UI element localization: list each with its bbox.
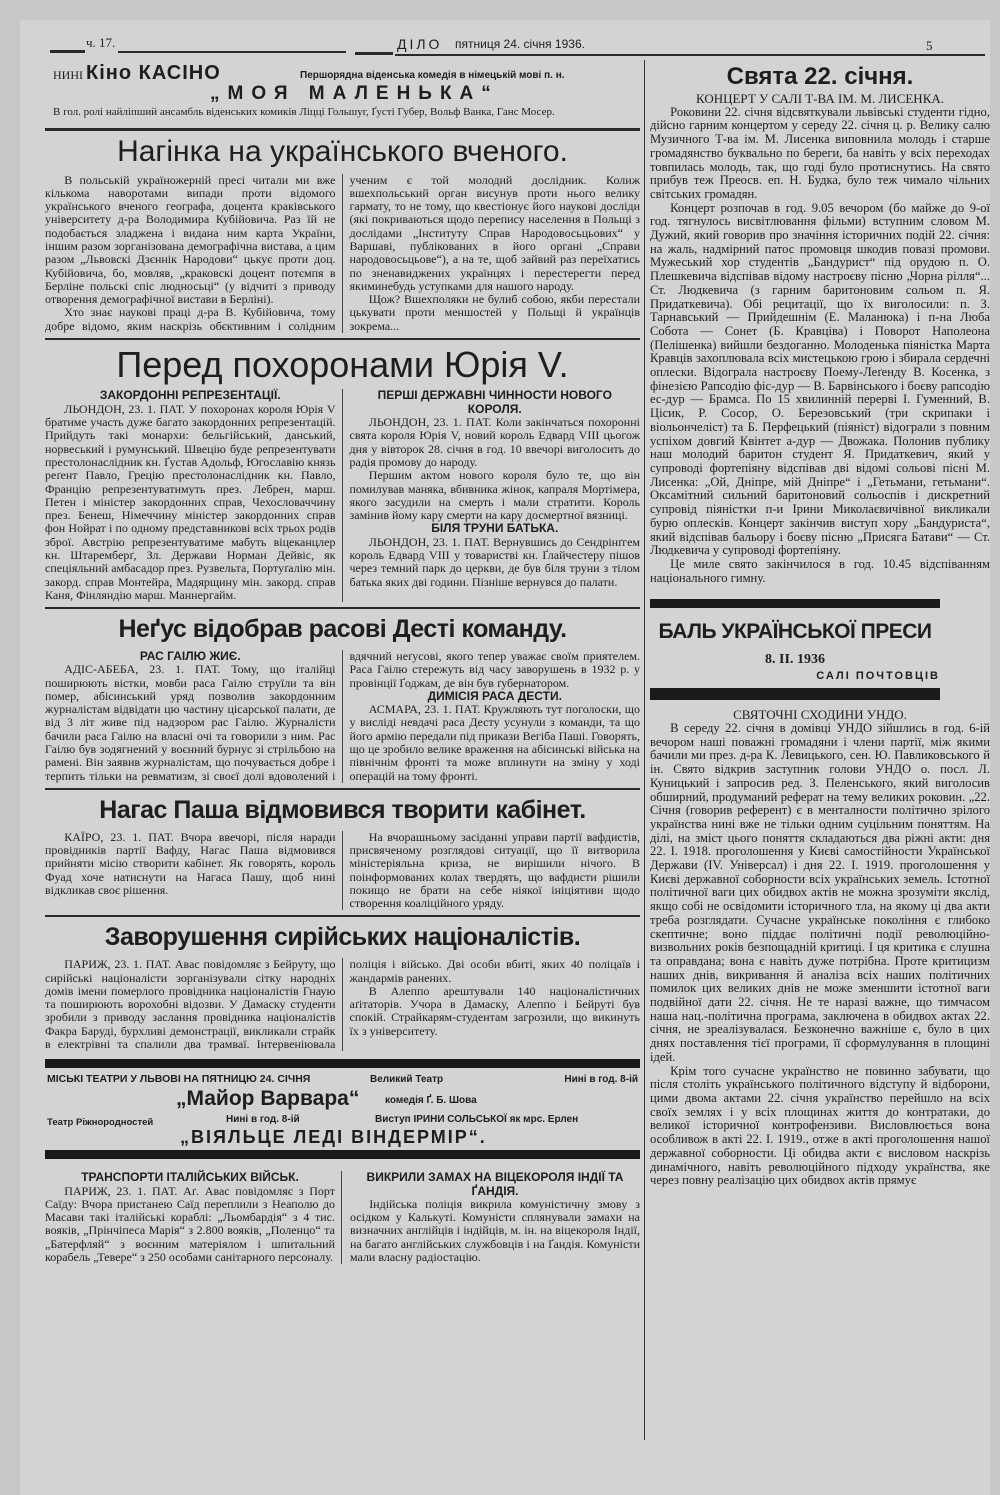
masthead: ДІЛО	[397, 36, 443, 52]
ad-border	[650, 599, 940, 608]
cinema-name: Кіно КАСІНО	[86, 62, 221, 84]
section-rule	[45, 338, 640, 340]
article-title: Нагас Паша відмовився творити кабінет.	[99, 795, 586, 824]
theatre-venue: Великий Театр	[370, 1074, 444, 1086]
left-column	[45, 60, 640, 1264]
right-column	[650, 62, 990, 1188]
ball-venue: САЛІ ПОЧТОВЦІВ	[816, 670, 940, 683]
subheading: БІЛЯ ТРУНИ БАТЬКА.	[431, 521, 559, 536]
paragraph: АСМАРА, 23. 1. ПАТ. Кружляють тут поголоски, що у висліді невдачі раса Десту усунули з команди, та що його армію передали під прикази Вегіба Паші. Говорять, що це зробило велике враження на абісинські війська на північнім фронті та може вплинути на зміну у ході операцій на тому фронті.	[349, 702, 640, 783]
header-rule	[395, 54, 985, 56]
theatre-time: Нині в год. 8-ій	[226, 1114, 300, 1126]
paragraph: Крім того сучасне українство не повинно забувати, що після століть українського політичного відступу й відборони, цими двома актами 22. січня українство перейшло на всіх своїх землях і у всіх площинах життя до контратаки, до великої історичної контрофензиви. Висловлюється вона особливож в акті 22. І. 1919., отже в акті проголошення нашої державної соборности. Ці обидва акти є висловом наскрізь динамічного, навіть революційного підходу українства, яке через повну реалізацію цих обидвох актів прямує	[650, 1063, 990, 1188]
section-rule	[45, 607, 640, 609]
ad-border	[45, 1059, 640, 1068]
play-title: „Майор Варвара“	[176, 1087, 360, 1111]
subheading: ДИМІСІЯ РАСА ДЕСТИ.	[427, 688, 562, 703]
paragraph: Концерт розпочав в год. 9.05 вечором (бо майже до 9-ої год. тягнулось висвітлювання фільми) вступним словом М. Дужий, який говорив про значіння історичних подій 22. січня: на жаль, надмірний патос промовця шкодив повазі промови. Мужеський хор студентів „Бандурист“ під орудою п. О. Плешкевича відспівав відому настроєву пісню „Чорна рілля“... Ст. Людкевича (з гарним баритоновим сольом п. Я. Придаткевича). Обі рецитації, що їх виголосили: п. З. Тарнавський — Прийдешнім (Е. Маланюка) і п-на Люба Собота — Сонет (Б. Кравціва) і Поворот Наполеона (Пелішенка) вийшли бездоганно. Молоденька піяністка Марта Кравців захоплювала всіх мистецькою грою і збирала сердечні оплески. Відограла настроєву Поему-Леґенду В. Косенка, з фінезією Рапсодію фіс-дур — В. Барвінського і боєву рапсодію ес-дур — Брамса. По 15 хвилинній перерві І. Гуменний, В. Цісик, Р. Сосор, О. Березовський (три скрипаки і віольончеліст) та Б. Перфецький (піяніст) відограли з повним успіхом довгий Квінтет а-дур — Двожака. Полонив публику наш молодий баритон студент Я. Придаткевич, який у супроводі фортепіяну відспівав дві відомі сольові пісні М. Лисенка: „Ой, Дніпре, мій Дніпре“ і „Гетьмани, гетьмани“. Оксамітний сильний баритоновий сольоспів і дискретний супровід піяністки п-и Ірини Миколаєвичівної викликали бурю оплесків. Концерт закінчив виступ хору „Бандуриста“, який відспівав бальору і боєву пісню „Присяга Батави“ — Ст. Людкевича у супроводі фортепіяну.	[650, 200, 990, 558]
ball-date: 8. II. 1936	[765, 652, 825, 668]
paragraph: ПАРИЖ, 23. 1. ПАТ. Авас повідомляє з Бейруту, що сирійські націоналісти зорганізували сітку народніх домів імени померлого провідника націоналістів Гнаую та поширюють ворохобні відозви. У Дамаску студенти зробили з приводу заслання провідника націоналістів Факра Баруді, бурхливі демонстрації, викликали страйк в електрівні та спалили два трамваї. Інтервеніювала поліція і військо. Дві особи вбиті, яких 40 поліцаїв і жандармів ранених.	[45, 957, 640, 1051]
cinema-tagline: Першорядна віденська комедія в німецькій мові п. н.	[300, 70, 565, 81]
paragraph: В польській україножерній пресі читали ми вже кількома наворотами випади проти відомого українського вченого географа, доцента краківського університету д-ра Володимира Кубійовича. Раз їй не подобається зладжена і видана ним карта України, іншим разом зорганізована демографічна вистава, а цим разом „Львовскі Дзєннік Народови“ цькує проти доц. Кубійовича, бо, мовляв, „краковскі доцент потємпя в Берліне польскі спіс людносьці“ (у відчиті з приводу отворення демографічної вистави в Берліні).	[45, 172, 336, 307]
ball-ad	[650, 608, 940, 688]
subheading: КОНЦЕРТ У САЛІ Т-ВА ІМ. М. ЛИСЕНКА.	[695, 91, 944, 106]
header-rule	[355, 52, 393, 55]
cinema-cast: В гол. ролі найліпший ансамбль віденських комиків Ліцці Гольшуг, Ґусті Губер, Вольф Ванка, Ганс Мосер.	[53, 106, 555, 118]
ad-border	[45, 1150, 640, 1159]
article-body	[650, 92, 990, 585]
article-title: Заворушення сирійських націоналістів.	[104, 923, 581, 952]
subheading: ЗАКОРДОННІ РЕПРЕЗЕНТАЦІЇ.	[99, 388, 281, 403]
ball-title: БАЛЬ УКРАЇНСЬКОЇ ПРЕСИ	[658, 620, 932, 644]
theatre-time: Нині в год. 8-ій	[564, 1074, 638, 1086]
article-title: Нагінка на українського вченого.	[117, 135, 568, 168]
paragraph: Індійська поліція викрила комуністичну змову з осідком у Калькуті. Комуністи сплянували замахи на визначних англійців і індійців, м. ін. на віцекороля Індії, на багато англійських службовців і на Ґандія. Комуністи мали власну радіостацію.	[350, 1196, 640, 1265]
film-title: „МОЯ МАЛЕНЬКА“	[210, 83, 499, 104]
ad-border	[650, 688, 940, 700]
paragraph: КАЇРО, 23. 1. ПАТ. Вчора ввечорі, після наради провідників партії Вафду, Нагас Паша відмовився прийняти місію створити кабінет. Як говорять, король Фуад хоче натиснути на Нагаса Пашу, щоб нині відкликав своє рішення.	[45, 829, 336, 897]
column-divider	[644, 60, 645, 1440]
section-rule	[45, 788, 640, 790]
paragraph: Першим актом нового короля було те, що він помилував маняка, вбивника жінок, капраля Мортімера, якого засудили на смерть і мали стратити. Король замінив йому кару смерти на кару досмертної вязниці.	[349, 468, 640, 523]
paragraph: Щож? Вшехполяки не булиб собою, якби перестали цькувати проти меншостей у Польщі й українців зокрема...	[349, 292, 640, 333]
issue-number: ч. 17.	[86, 35, 116, 50]
subheading: ПЕРШІ ДЕРЖАВНІ ЧИННОСТИ НОВОГО КОРОЛЯ.	[377, 388, 612, 416]
theatre-ad	[45, 1068, 640, 1150]
article-body	[45, 389, 640, 602]
bottom-news	[45, 1171, 640, 1264]
header-rule	[118, 51, 346, 53]
paragraph: АДІС-АБЕБА, 23. 1. ПАТ. Тому, що італійці поширюють вістки, мовби раса Гаілю струїли та він помер, абісинський уряд позволив закордонним журналістам відвідати цю частину цісарської палати, де від 3 літ живе під надзором рас Гаілю. Журналісти бачили раса Гаілю на власні очі та говорили з ним. Рас Гаілю був зодягнений у воєнний бурнус зі стрільбою на рамені. Він заявив журналістам, що почувається добре і терпить тільки на ревматизм, зі своєї долі вдоволений і вдячний неґусові, якого тепер уважає своїм приятелем. Раса Гаілю стережуть від часу заворушень в 1932 р. у провінції Ґоджам, де він був ґубернатором.	[45, 648, 640, 783]
section-rule	[45, 915, 640, 917]
paragraph: Хто знає наукові праці д-ра В. Кубійовича, тому добре відомо, яким наскрізь обєктивним і солідним ученим є той молодий дослідник. Колиж вшехпольський орган висунув проти нього велику гармату, то не тому, що квестіонує його наукові досліди (які покриваються щодо перепису населення в Польщі з дослідами „Інституту Справ Народовосьцьових“ у Варшаві, публікованих в його органі „Справи народовосьцьове“), а на те, щоб зайвий раз переїхатись по зненавиджених українцях і перестерегти перед якиминебудь уступками для нашого народу.	[45, 172, 640, 333]
paragraph: В Алеппо арештували 140 націоналістичних аґітаторів. Учора в Дамаску, Алеппо і Бейруті був спокій. Страйкарям-студентам загрозили, що викинуть їх з університету.	[349, 983, 640, 1038]
paragraph: В середу 22. січня в домівці УНДО зійшлись в год. 6-ій вечором наші поважні громадяни і члени партії, між якими бачили ми през. д-ра К. Левицького, сен. Ю. Павликовського й ін. Свято відкрив заступник голови УНДО о. посл. Л. Куницький і запросив ред. З. Пеленського, який виголосив обширний, продуманий реферат на тему великих роковин. „22. Січня (говорив референт) є в менталности політично зрілого українства нині вже не тільки одним суцільним поняттям. На ділі, на зміст цього поняття складаються два ріжні акти: дня 22. І. 1918. проголошення у Києві самостійности Української Держави (IV. Універсал) і дня 22. І. 1919. проголошення у Києві державної соборности всіх українських земель. Істотної політичної ваги цих обидвох актів не можна зрозуміти якслід, якщо собі не освідомити історичного тла, на якому ці два акти треба розглядати. Сучасне українське покоління є глибоко скептичне; воно піддає політичні події революційно-визвольних років безпощадній критиці. І ця критика є слушна та оправдана; вона є навіть дуже потрібна. Проте критицизм наших днів, викривання й аналіза всіх наших політичних помилок цих великих днів не може зменшити істотної ваги подвійної дати 22. січня. Не те наразі важне, що тимчасом наша нац.-політична програма, заключена в обидвох актах 22. січня, не зреалізувалася. Безконечно важніше є, було в цих днях поставлення тієї програми, її сформулування в площині ідей.	[650, 721, 990, 1064]
theatre-venue: Театр Ріжнородностей	[47, 1117, 154, 1129]
article-title: Перед похоронами Юрія V.	[116, 344, 569, 386]
article-title: Неґус відобрав расові Десті команду.	[118, 615, 567, 644]
theatre-heading: МІСЬКІ ТЕАТРИ У ЛЬВОВІ НА ПЯТНИЦЮ 24. СІЧНЯ	[47, 1073, 311, 1086]
article-body	[341, 1171, 640, 1264]
section-rule	[45, 128, 640, 131]
guest-performance: Виступ ІРИНИ СОЛЬСЬКОЇ як мрс. Ерлен	[375, 1114, 579, 1126]
paragraph: На вчорашньому засіданні управи партії вафдистів, присвяченому розглядові ситуації, що її витворила міністеріяльна криза, не вирішили нічого. В поінформованих колах твердять, що вафдисти рішили покищо не брати на себе ніякої ініціятиви щодо створення коаліційного уряду.	[349, 829, 640, 911]
article-body	[45, 1171, 335, 1264]
section-title: Свята 22. січня.	[726, 63, 914, 90]
header-rule	[50, 50, 85, 53]
paragraph: ЛЬОНДОН, 23. 1. ПАТ. У похоронах короля Юрія V братиме участь дуже багато закордонних репрезентацій. Прийдуть такі монархи: бельгійський, данський, норвеський і румунський. Швецію буде репрезентувати престолонаслідник кн. Ґустав Адольф, Югославію князь реґент Павло, Грецію престолонаслідник кн. Павло, Францію репрезентуватимуть през. Лебрен, марш. Петен і міністер закордонних справ, Чехословаччину през. Бенеш, Німеччину міністер закордонних справ фон Нойрат і по одному представникові всіх трьох родів зброї. Австрію репрезентуватиме мабуть віцеканцлер кн. Штаремберґ, Зл. Держави Норман Дейвіс, як спеціяльний амбасадор през. Рузвельта, Портуґалію мін. закорд. справ Монтейра, Мадярщину мін. закорд. справ Каня, Фінляндію марш. Маннергайм.	[45, 401, 336, 602]
article-body	[45, 831, 640, 911]
article-body	[650, 708, 990, 1188]
article-body	[45, 958, 640, 1051]
cinema-ad	[45, 60, 640, 126]
paragraph: ПАРИЖ, 23. 1. ПАТ. Аґ. Авас повідомляє з Порт Саїду: Вчора пристанею Саїд переплили з Неаполю до Масави такі італійські кораблі: „Льомбардія“ з 4 тис. вояків, „Прінчіпеса Марія“ з 2.800 вояків, „Поленцо“ та „Батерфляй“ з воєнним матеріялом і шпитальний корабель „Тевере“ з 250 особами санітарного персоналу.	[45, 1183, 335, 1265]
subheading: СВЯТОЧНІ СХОДИНИ УНДО.	[733, 707, 907, 723]
page-number: 5	[926, 38, 933, 53]
subheading: ВИКРИЛИ ЗАМАХ НА ВІЦЕКОРОЛЯ ІНДІЇ ТА ҐАНДІЯ.	[366, 1170, 624, 1198]
cinema-now: НИНІ	[53, 68, 83, 82]
subheading: РАС ГАІЛЮ ЖИЄ.	[139, 648, 241, 663]
subheading: ТРАНСПОРТИ ІТАЛІЙСЬКИХ ВІЙСЬК.	[81, 1170, 299, 1185]
paragraph: Це миле свято закінчилося в год. 10.45 відспіванням національного гимну.	[650, 556, 990, 585]
article-body	[45, 650, 640, 783]
play-author: комедія Ґ. Б. Шова	[385, 1095, 477, 1107]
paragraph: Роковини 22. січня відсвяткували львівські студенти гідно, дійсно гарним концертом у середу 22. січня ц. р. Велику салю Музичного Т-ва ім. М. Лисенка виповнила молодь і старше громадянство буквально по береги, ба навіть у всіх переходах товпилась молодь, так, що годі було протиснутись. На свято прибув теж Преосв. еп. Н. Будка, було теж чимало чільних світських громадян.	[650, 104, 990, 201]
issue-date: пятниця 24. січня 1936.	[455, 37, 585, 51]
article-body	[45, 174, 640, 334]
paragraph: ЛЬОНДОН, 23. 1. ПАТ. Вернувшись до Сендрінґгем король Едвард VIII у товаристві кн. Ґлайчестеру пішов через темний парк до церкви, де був біля труни з тілом батька яких дві години. Пізніше вернувся до палати.	[349, 534, 640, 589]
paragraph: ЛЬОНДОН, 23. 1. ПАТ. Коли закінчаться похоронні свята короля Юрія V, новий король Едвард VIII цьогож дня у вівторок 28. січня в год. 10 ввечорі виголосить до радія промову до народу.	[349, 415, 640, 469]
play-title: „ВІЯЛЬЦЕ ЛЕДІ ВІНДЕРМІР“.	[180, 1127, 487, 1148]
